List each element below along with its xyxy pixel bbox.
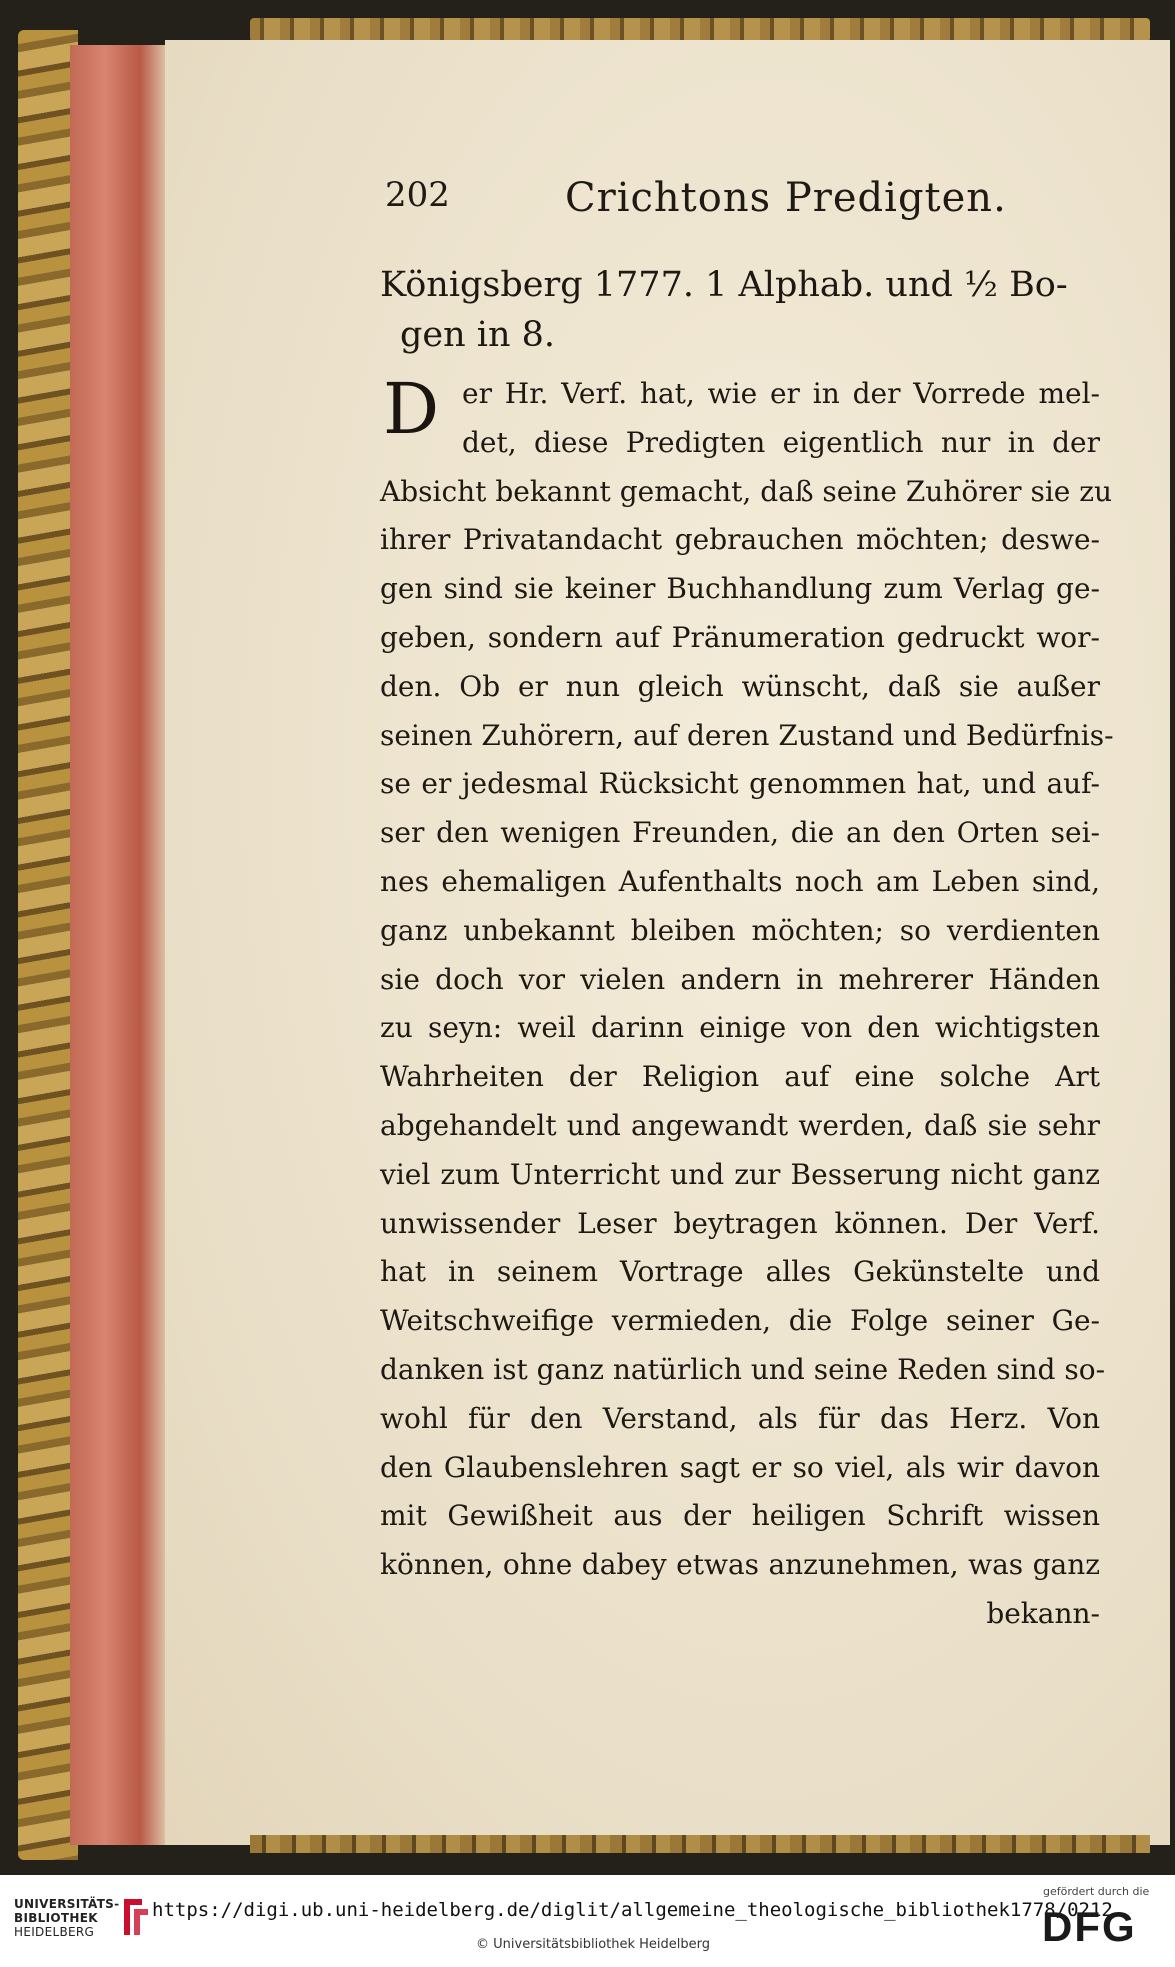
text-line: Weitschweifige vermieden, die Folge seiner Ge-: [380, 1304, 1100, 1338]
viewer-footer: [0, 1875, 1175, 1967]
text-line: det, diese Predigten eigentlich nur in der: [462, 425, 1100, 459]
library-logo: [14, 1897, 120, 1939]
text-line: unwissender Leser beytragen können. Der Verf.: [380, 1206, 1100, 1240]
text-line: können, ohne dabey etwas anzunehmen, was ganz: [380, 1548, 1100, 1582]
text-line: danken ist ganz natürlich und seine Reden sind so-: [380, 1352, 1106, 1386]
page-header: [385, 175, 1105, 235]
text-line: Absicht bekannt gemacht, daß seine Zuhörer sie zu: [380, 474, 1113, 508]
text-line: mit Gewißheit aus der heiligen Schrift wissen: [380, 1499, 1100, 1533]
text-line: zu seyn: weil darinn einige von den wichtigsten: [380, 1011, 1100, 1045]
text-line: Wahrheiten der Religion auf eine solche Art: [380, 1060, 1100, 1094]
copyright-notice: © Universitätsbibliothek Heidelberg: [476, 1937, 711, 1952]
funding-caption: gefördert durch die: [1043, 1885, 1150, 1898]
dfg-logo: DFG: [1042, 1903, 1137, 1950]
citation-line: gen in 8.: [400, 315, 556, 355]
running-title: Crichtons Predigten.: [565, 175, 1007, 221]
text-line: hat in seinem Vortrage alles Gekünstelte und: [380, 1255, 1100, 1289]
text-line: ihrer Privatandacht gebrauchen möchten; deswe-: [380, 523, 1100, 557]
text-line: viel zum Unterricht und zur Besserung nicht ganz: [380, 1157, 1100, 1191]
citation-line: Königsberg 1777. 1 Alphab. und ½ Bo-: [380, 265, 1068, 305]
bibliographic-citation: [380, 260, 1100, 360]
cover-top-strip: [250, 18, 1150, 42]
text-line: sie doch vor vielen andern in mehrerer Händen: [380, 962, 1100, 996]
text-line: ser den wenigen Freunden, die an den Orten sei-: [380, 816, 1100, 850]
text-line: geben, sondern auf Pränumeration gedruckt wor-: [380, 620, 1100, 654]
text-line: se er jedesmal Rücksicht genommen hat, und auf-: [380, 767, 1100, 801]
text-line: den. Ob er nun gleich wünscht, daß sie außer: [380, 669, 1100, 703]
text-line: nes ehemaligen Aufenthalts noch am Leben sind,: [380, 864, 1100, 898]
library-name-line: BIBLIOTHEK: [14, 1911, 98, 1925]
text-line: ganz unbekannt bleiben möchten; so verdienten: [380, 913, 1100, 947]
text-line: abgehandelt und angewandt werden, daß sie sehr: [380, 1108, 1100, 1142]
permalink-url[interactable]: https://digi.ub.uni-heidelberg.de/diglit/allgemeine_theologische_bibliothek1778/0212: [152, 1899, 1113, 1921]
review-body-text: [380, 370, 1114, 1639]
drop-capital: D: [383, 368, 440, 450]
text-line: gen sind sie keiner Buchhandlung zum Verlag ge-: [380, 572, 1100, 606]
red-page-edges: [70, 45, 170, 1845]
library-mark-icon: [118, 1893, 154, 1941]
text-line: den Glaubenslehren sagt er so viel, als wir davon: [380, 1450, 1100, 1484]
text-line: er Hr. Verf. hat, wie er in der Vorrede mel-: [462, 377, 1100, 410]
cover-bottom-strip: [250, 1835, 1150, 1853]
text-line: seinen Zuhörern, auf deren Zustand und Bedürfnis-: [380, 718, 1114, 752]
library-name-line: UNIVERSITÄTS-: [14, 1897, 120, 1911]
text-line: wohl für den Verstand, als für das Herz. Von: [380, 1401, 1100, 1435]
book-cover-edge: [18, 30, 78, 1860]
library-name-line: HEIDELBERG: [14, 1925, 95, 1939]
page-number: 202: [385, 175, 450, 215]
catchword: bekann-: [986, 1596, 1100, 1630]
